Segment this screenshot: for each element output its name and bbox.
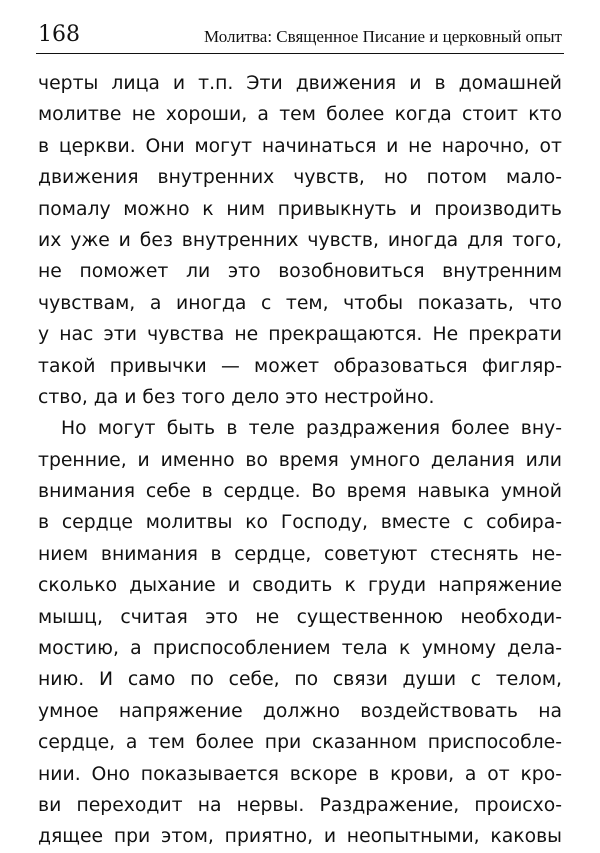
page-number: 168 [38, 22, 80, 47]
text-line: молитве не хороши, а тем более когда стоит кто [38, 104, 562, 126]
text-line: нию. И само по себе, по связи души с телом, [38, 669, 562, 691]
text-line: мышц, считая это не существенною необходи- [38, 606, 562, 628]
text-line: не поможет ли это возобновиться внутренним [38, 261, 562, 283]
text-line: дящее при этом, приятно, и неопытными, каковы [38, 826, 562, 848]
text-line: у нас эти чувства не прекращаются. Не прекрати [38, 324, 562, 346]
text-line: нием внимания в сердце, советуют стеснять не- [38, 543, 562, 565]
page-header [38, 22, 562, 50]
paragraph [38, 68, 562, 413]
text-line: их уже и без внутренних чувств, иногда для того, [38, 229, 562, 251]
paragraph [38, 413, 562, 852]
text-line: Но могут быть в теле раздражения более вну- [61, 418, 562, 440]
text-line: черты лица и т.п. Эти движения и в домашней [38, 73, 562, 94]
text-line: в сердце молитвы ко Господу, вместе с собира- [38, 512, 562, 534]
text-line: внимания себе в сердце. Во время навыка умной [38, 481, 562, 503]
text-line: тренние, и именно во время умного делания или [38, 449, 562, 471]
text-line: такой привычки — может образоваться фигляр- [38, 355, 562, 377]
header-rule [36, 53, 564, 54]
running-title: Молитва: Священное Писание и церковный опыт [204, 27, 562, 46]
text-line: ви переходит на нервы. Раздражение, происхо- [38, 794, 562, 816]
text-line: сердце, а тем более при сказанном приспособле- [38, 732, 562, 754]
text-line: ство, да и без того дело это нестройно. [38, 386, 435, 408]
text-line: сколько дыхание и сводить к груди напряжение [38, 575, 562, 597]
text-line: чувствам, а иногда с тем, чтобы показать, что [38, 292, 562, 314]
text-line: движения внутренних чувств, но потом мало- [38, 167, 562, 189]
text-line: умное напряжение должно воздействовать на [38, 700, 562, 722]
text-line: мостию, а приспособлением тела к умному дела- [38, 638, 562, 660]
text-line: помалу можно к ним привыкнуть и производить [38, 198, 562, 220]
text-line: в церкви. Они могут начинаться и не нарочно, от [38, 135, 562, 157]
text-line: нии. Оно показывается вскоре в крови, а от кро- [38, 763, 562, 785]
body-text [38, 68, 562, 853]
